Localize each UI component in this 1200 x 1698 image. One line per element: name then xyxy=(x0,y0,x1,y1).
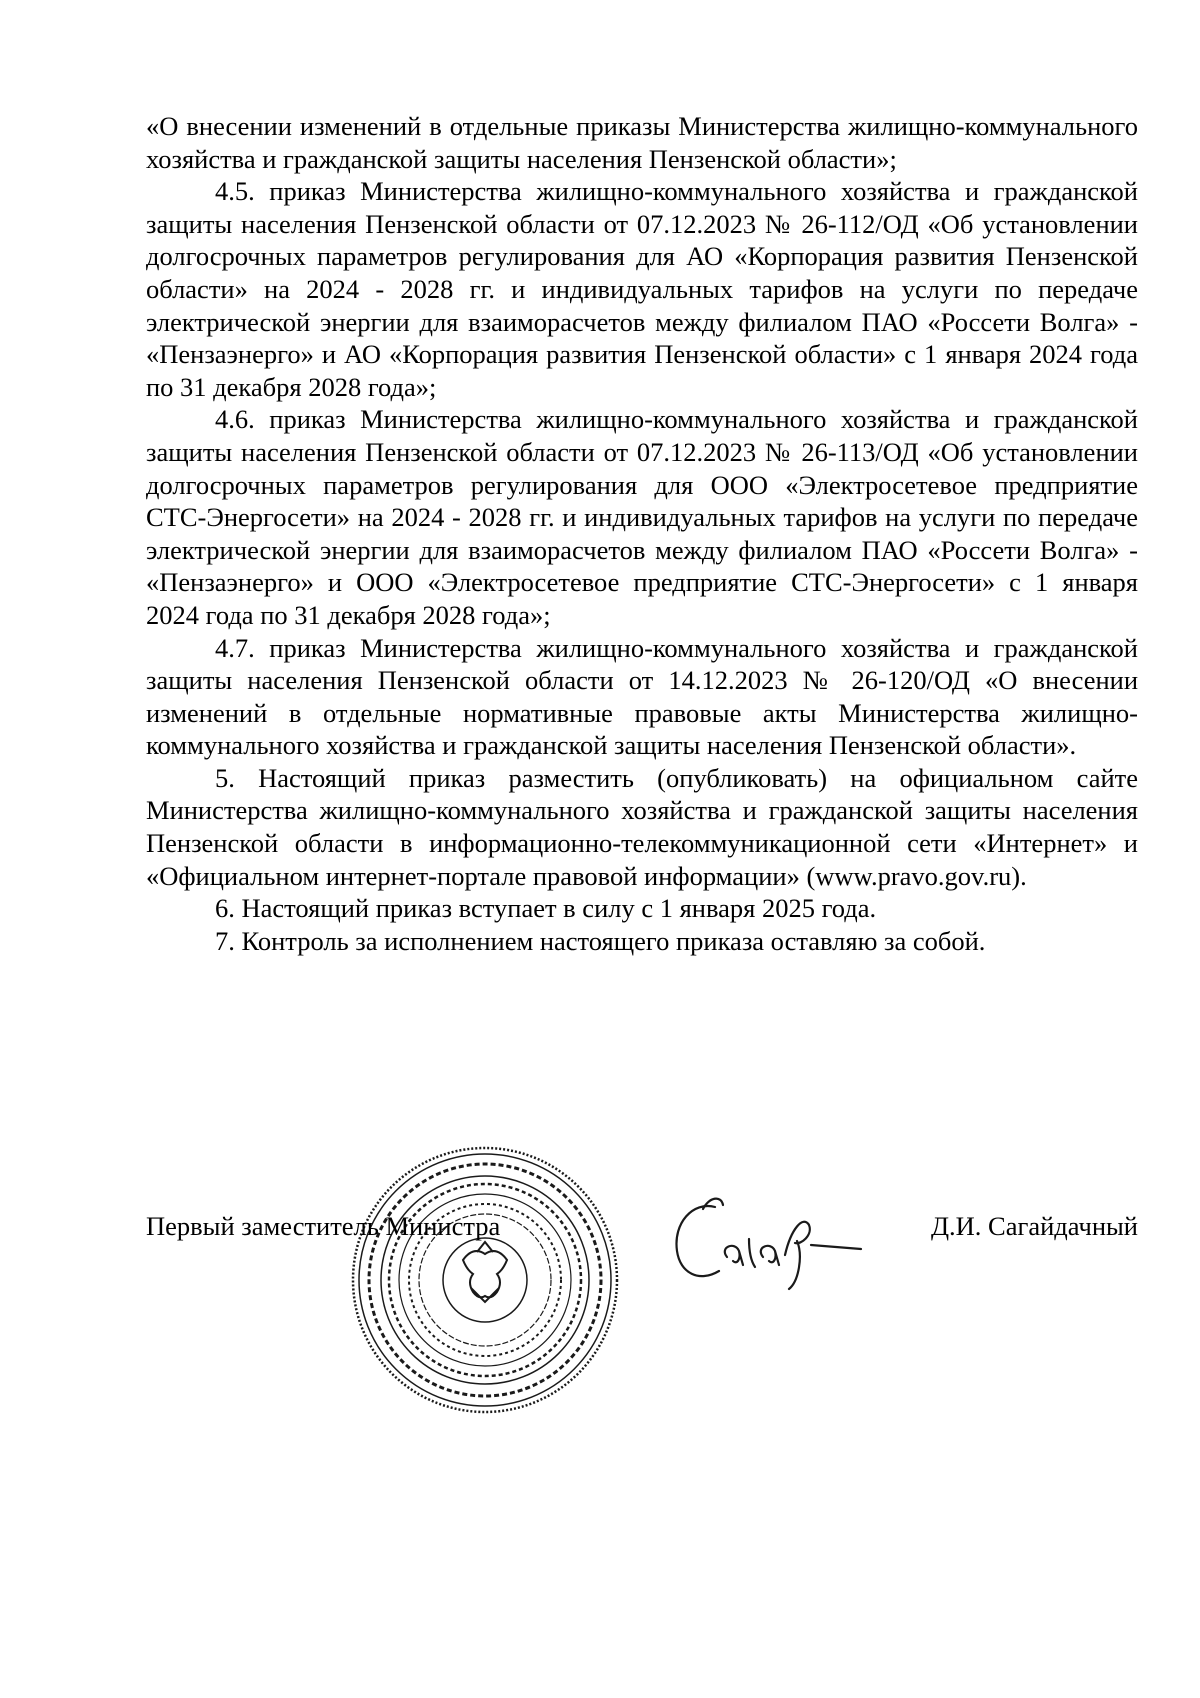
paragraph-6: 6. Настоящий приказ вступает в силу с 1 января 2025 года. xyxy=(215,893,877,924)
paragraph-7: 7. Контроль за исполнением настоящего приказа оставляю за собой. xyxy=(215,925,986,956)
signatory-name: Д.И. Сагайдачный xyxy=(930,1211,1138,1241)
document-body xyxy=(146,110,1138,957)
paragraph-continuation: «О внесении изменений в отдельные приказы Министерства жилищно-коммунального хозяйства и гражданской защиты населения Пензенской области»; xyxy=(146,111,1138,174)
paragraph-5: 5. Настоящий приказ разместить (опубликовать) на официальном сайте Министерства жилищно-коммунального хозяйства и гражданской защиты населения Пензенской области в информационно-телекоммуникационной сети «Интернет» и «Официальном интернет-портале правовой информации» (www.pravo.gov.ru). xyxy=(146,762,1138,891)
handwritten-signature-icon xyxy=(663,1185,878,1300)
paragraph-4-5: 4.5. приказ Министерства жилищно-коммунального хозяйства и гражданской защиты населения Пензенской области от 07.12.2023 № 26-112/ОД «Об установлении долгосрочных параметров регулирования для АО «Корпорация развития Пензенской области» на 2024 - 2028 гг. и индивидуальных тарифов на услуги по передаче электрической энергии для взаиморасчетов между филиалом ПАО «Россети Волга» - «Пензаэнерго» и АО «Корпорация развития Пензенской области» с 1 января 2024 года по 31 декабря 2028 года»; xyxy=(146,176,1138,402)
paragraph-4-7: 4.7. приказ Министерства жилищно-коммунального хозяйства и гражданской защиты населения Пензенской области от 14.12.2023 № 26-120/ОД «О внесении изменений в отдельные нормативные правовые акты Министерства жилищно-коммунального хозяйства и гражданской защиты населения Пензенской области». xyxy=(146,632,1138,761)
official-seal-icon xyxy=(345,1140,625,1420)
paragraph-4-6: 4.6. приказ Министерства жилищно-коммунального хозяйства и гражданской защиты населения Пензенской области от 07.12.2023 № 26-113/ОД «Об установлении долгосрочных параметров регулирования для ООО «Электросетевое предприятие СТС-Энергосети» на 2024 - 2028 гг. и индивидуальных тарифов на услуги по передаче электрической энергии для взаиморасчетов между филиалом ПАО «Россети Волга» - «Пензаэнерго» и ООО «Электросетевое предприятие СТС-Энергосети» с 1 января 2024 года по 31 декабря 2028 года»; xyxy=(146,404,1138,630)
signatory-position: Первый заместитель Министра xyxy=(146,1211,501,1241)
